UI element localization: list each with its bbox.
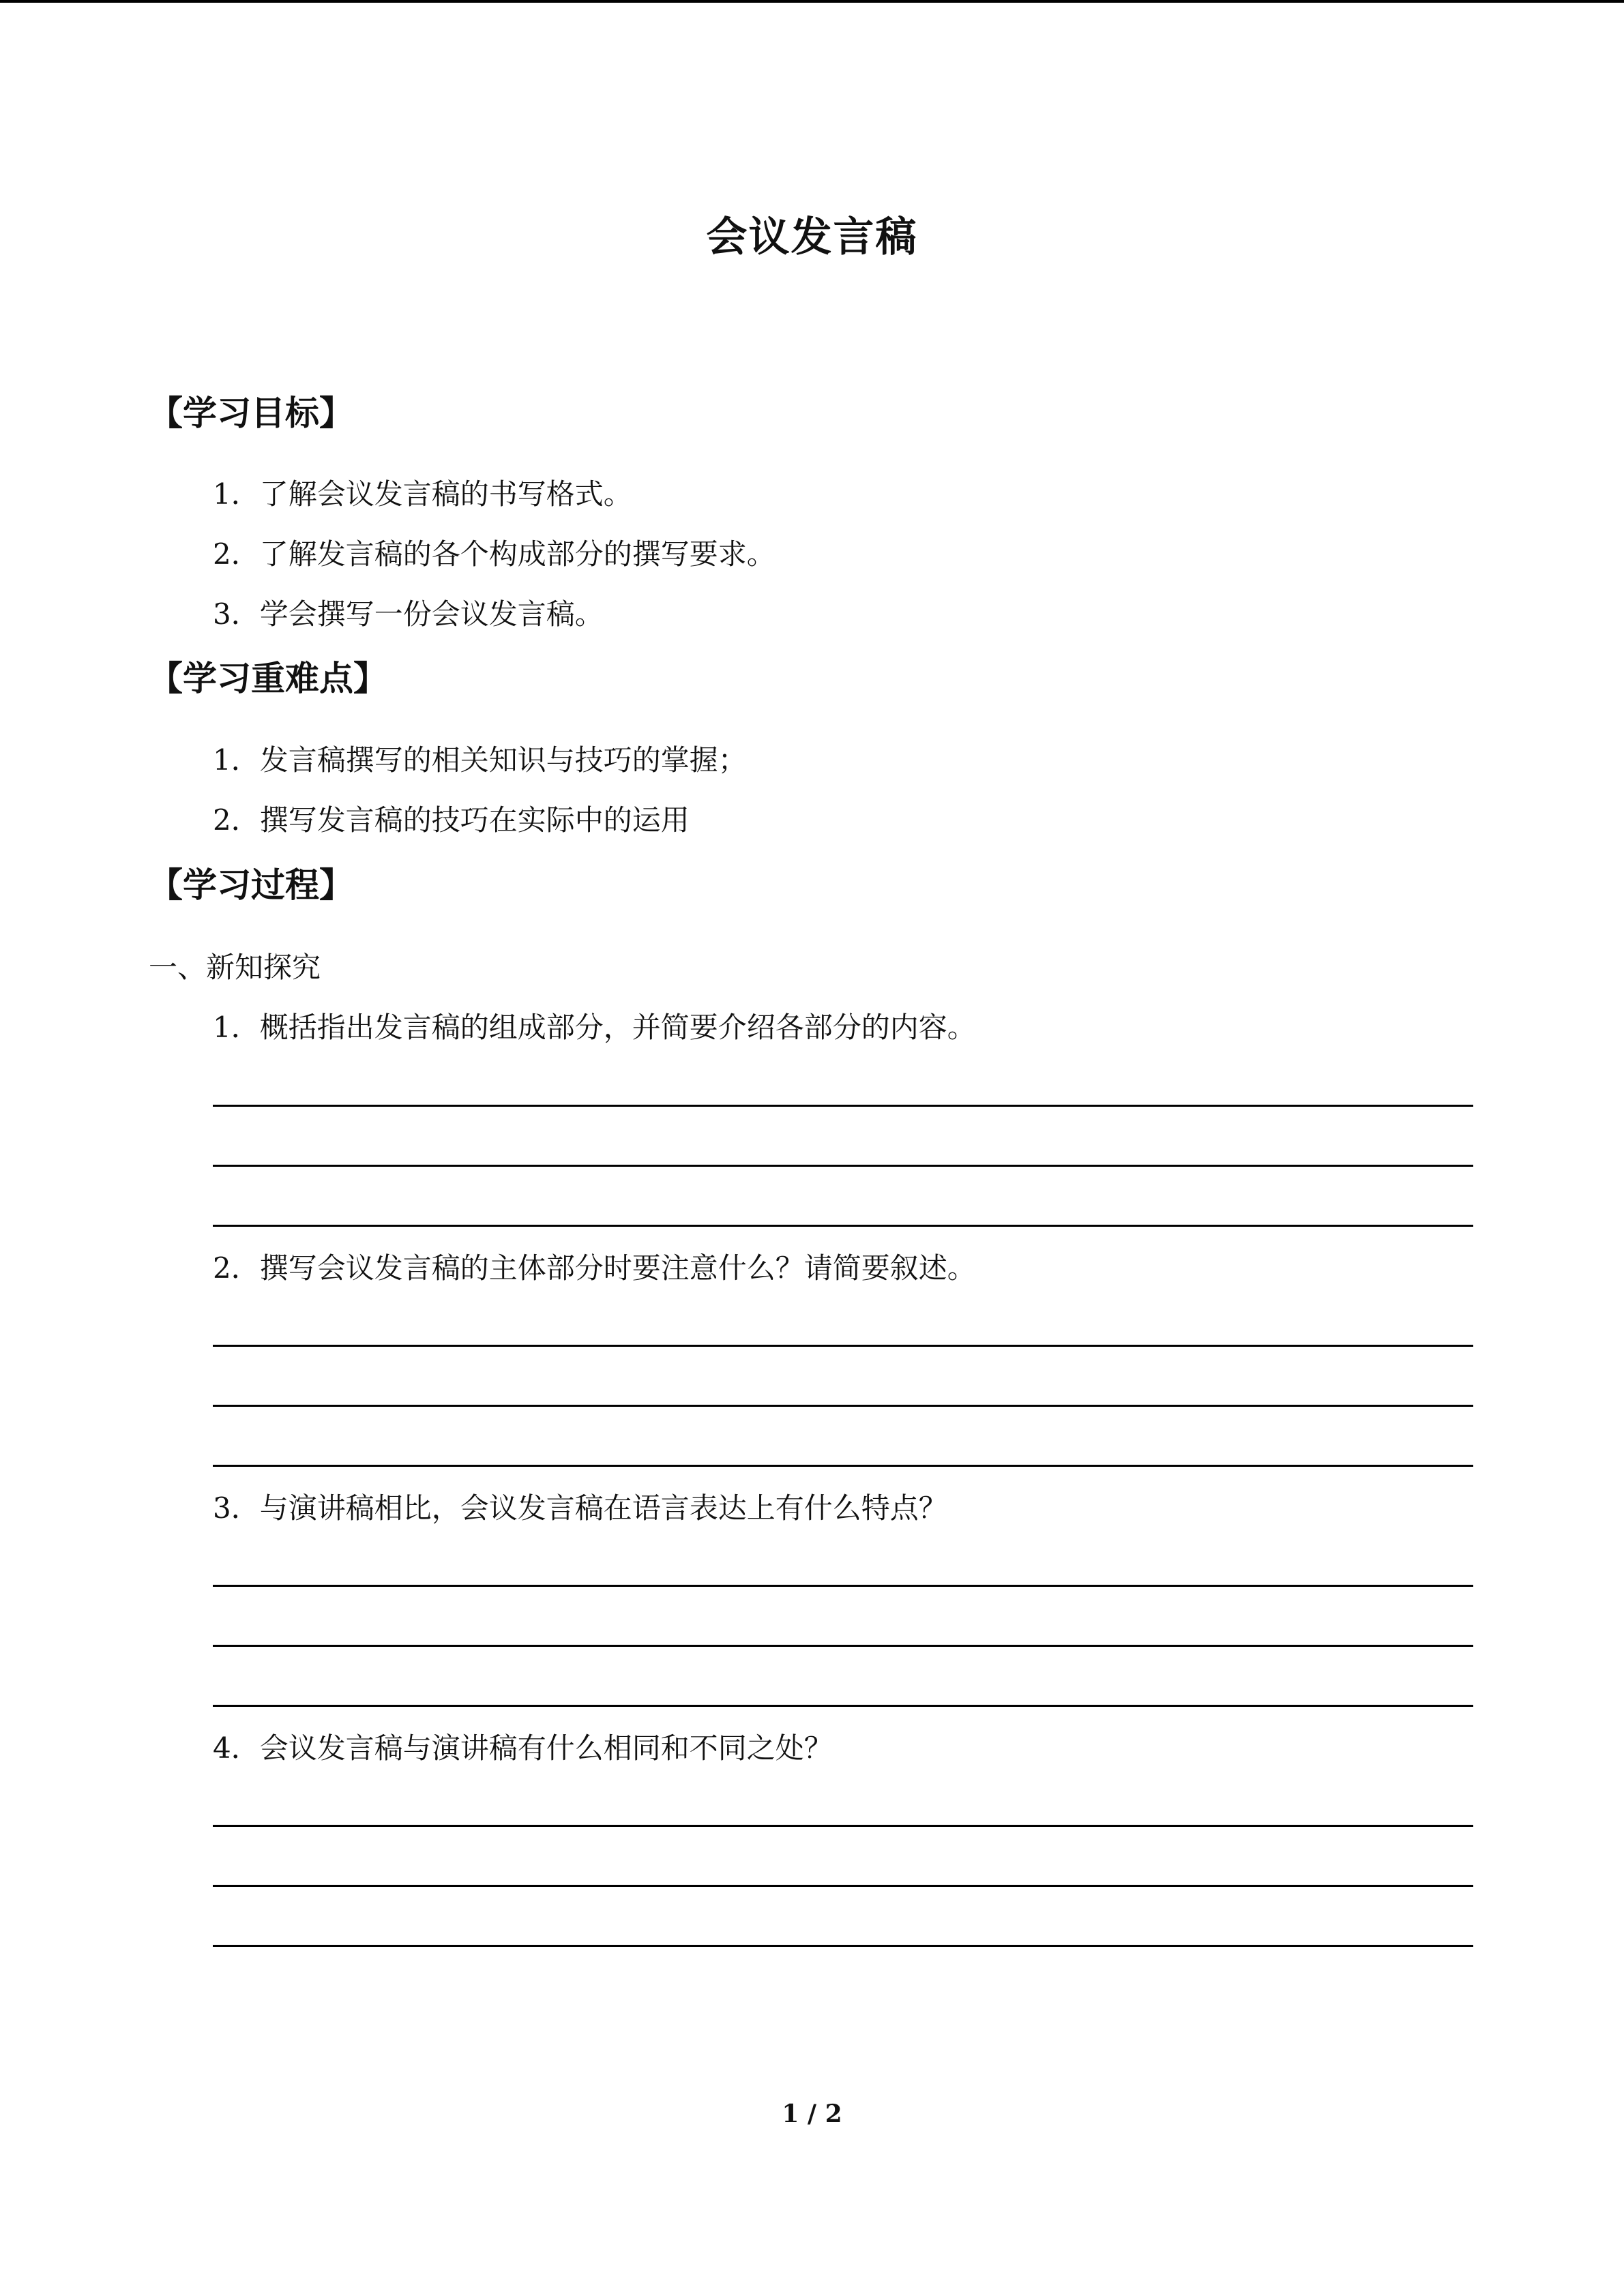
answer-line[interactable] — [213, 1585, 1473, 1587]
question-4: 4．会议发言稿与演讲稿有什么相同和不同之处？ — [213, 1731, 833, 1765]
section-heading-key-points: 【学习重难点】 — [149, 659, 387, 698]
document-title: 会议发言稿 — [706, 213, 918, 261]
answer-line[interactable] — [213, 1105, 1473, 1107]
answer-line[interactable] — [213, 1825, 1473, 1827]
page-top-border — [0, 0, 1624, 3]
answer-line[interactable] — [213, 1885, 1473, 1887]
answer-line[interactable] — [213, 1645, 1473, 1647]
question-2: 2．撰写会议发言稿的主体部分时要注意什么？请简要叙述。 — [213, 1251, 976, 1285]
question-1: 1．概括指出发言稿的组成部分，并简要介绍各部分的内容。 — [213, 1011, 976, 1044]
objective-item-2: 2．了解发言稿的各个构成部分的撰写要求。 — [213, 537, 776, 571]
answer-line[interactable] — [213, 1405, 1473, 1407]
answer-line[interactable] — [213, 1165, 1473, 1167]
answer-line[interactable] — [213, 1465, 1473, 1467]
section-heading-objectives: 【学习目标】 — [149, 393, 353, 433]
objective-item-1: 1．了解会议发言稿的书写格式。 — [213, 477, 632, 511]
key-point-item-1: 1．发言稿撰写的相关知识与技巧的掌握； — [213, 743, 747, 777]
key-point-item-2: 2．撰写发言稿的技巧在实际中的运用 — [213, 803, 690, 837]
objective-item-3: 3．学会撰写一份会议发言稿。 — [213, 597, 604, 631]
answer-line[interactable] — [213, 1225, 1473, 1227]
answer-line[interactable] — [213, 1945, 1473, 1947]
page-number: 1 / 2 — [782, 2100, 842, 2128]
section-heading-process: 【学习过程】 — [149, 865, 353, 905]
question-3: 3．与演讲稿相比，会议发言稿在语言表达上有什么特点？ — [213, 1491, 947, 1525]
process-subheading: 一、新知探究 — [149, 951, 321, 984]
answer-line[interactable] — [213, 1705, 1473, 1707]
answer-line[interactable] — [213, 1345, 1473, 1347]
